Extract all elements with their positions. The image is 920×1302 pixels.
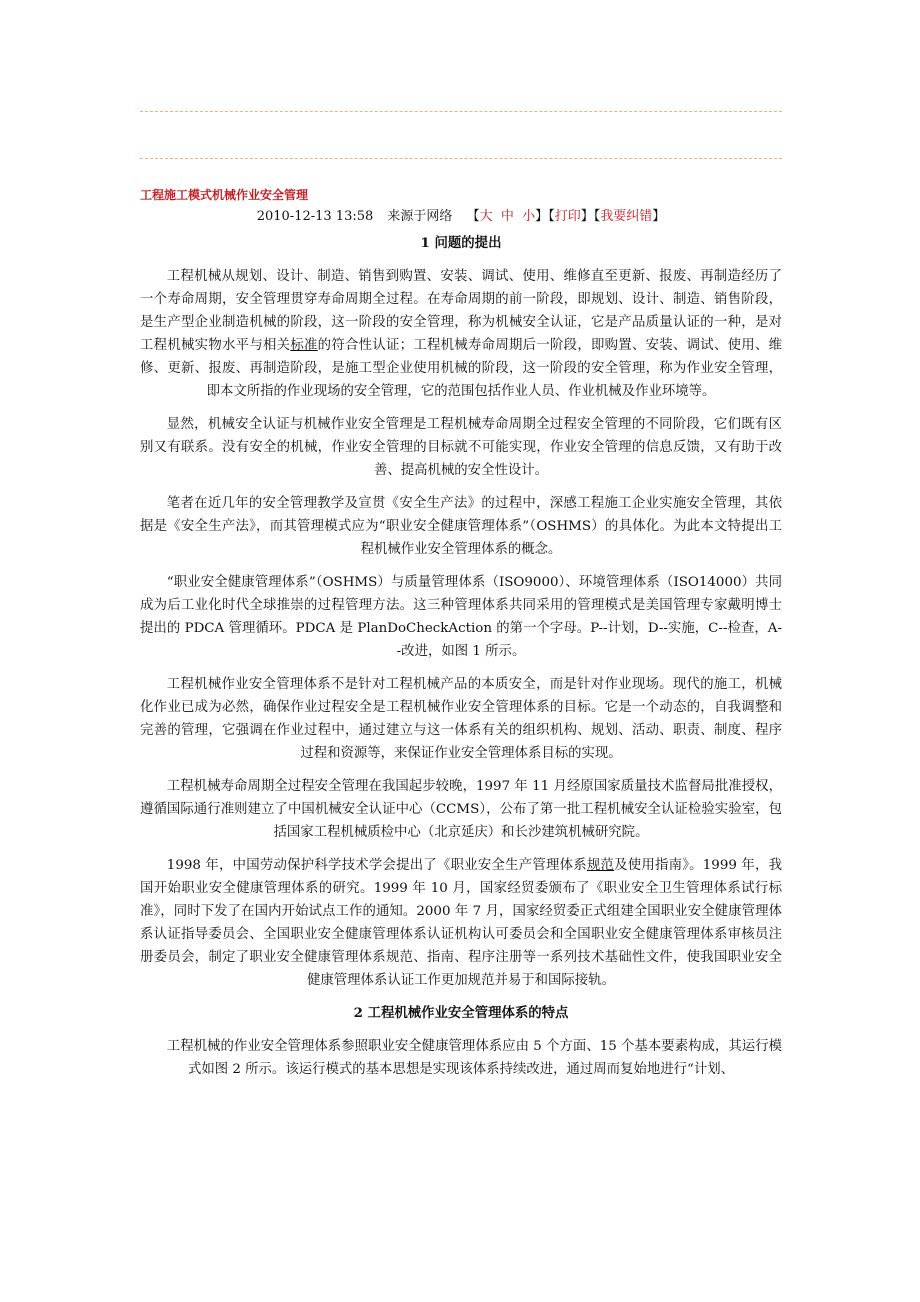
paragraph-4: “职业安全健康管理体系”（OSHMS）与质量管理体系（ISO9000）、环境管理体系（ISO14000）共同成为后工业化时代全球推崇的过程管理方法。这三种管理体系共同采用的管理模式是美国管理专家戴明博士提出的 PDCA 管理循环。PDCA 是 PlanDoCheckAction 的第一个字母。P--计划，D--实施，C--检查，A--改进，如图 1 所示。 [140,575,782,659]
bracket-close-2: 】 [652,209,666,224]
report-error-link[interactable]: 我要纠错 [600,209,653,224]
font-medium-link[interactable]: 中 [500,209,514,224]
top-divider [140,111,782,112]
font-size-group: 【大 中 小】 [466,209,549,224]
paragraph-2: 显然，机械安全认证与机械作业安全管理是工程机械寿命周期全过程安全管理的不同阶段，它们既有区别又有联系。没有安全的机械，作业安全管理的目标就不可能实现，作业安全管理的信息反馈，又有助于改善、提高机械的安全性设计。 [140,417,782,478]
publish-date: 2010-12-13 13:58 [256,209,374,224]
paragraph-3: 笔者在近几年的安全管理教学及宣贯《安全生产法》的过程中，深感工程施工企业实施安全管理，其依据是《安全生产法》，而其管理模式应为“职业安全健康管理体系”（OSHMS）的具体化。为此本文特提出工程机械作业安全管理体系的概念。 [140,496,782,557]
bracket-open-2: 【 [593,209,601,224]
standard-link[interactable]: 标准 [290,338,318,353]
norm-link[interactable]: 规范 [586,858,615,873]
article-title: 工程施工模式机械作业安全管理 [140,188,309,202]
article-meta: 2010-12-13 13:58 来源于网络 【大 中 小】【打印】【我要纠错】 [256,209,666,224]
paragraph-7: 1998 年，中国劳动保护科学技术学会提出了《职业安全生产管理体系规范及使用指南》。1999 年，我国开始职业安全健康管理体系的研究。1999 年 10 月，国家经贸委颁布了《职业安全卫生管理体系试行标准》，同时下发了在国内开始试点工作的通知。2000 年 7 月，国家经贸委正式组建全国职业安全健康管理体系认证指导委员会、全国职业安全健康管理体系认证机构认可委员会和全国职业安全健康管理体系审核员注册委员会，制定了职业安全健康管理体系规范、指南、程序注册等一系列技术基础性文件，使我国职业安全健康管理体系认证工作更加规范并易于和国际接轨。 [140,858,782,988]
article-body [140,232,782,1091]
paragraph-1: 工程机械从规划、设计、制造、销售到购置、安装、调试、使用、维修直至更新、报废、再制造经历了一个寿命周期，安全管理贯穿寿命周期全过程。在寿命周期的前一阶段，即规划、设计、制造、销售阶段，是生产型企业制造机械的阶段，这一阶段的安全管理，称为机械安全认证，它是产品质量认证的一种，是对工程机械实物水平与相关标准的符合性认证；工程机械寿命周期后一阶段，即购置、安装、调试、使用、维修、更新、报废、再制造阶段，是施工型企业使用机械的阶段，这一阶段的安全管理，称为作业安全管理，即本文所指的作业现场的安全管理，它的范围包括作业人员、作业机械及作业环境等。 [140,269,783,399]
font-large-link[interactable]: 大 [479,209,493,224]
title-divider [140,158,782,159]
source-label: 来源于网络 [387,209,453,224]
section-2-heading: 2 工程机械作业安全管理体系的特点 [353,1005,569,1021]
print-link[interactable]: 打印 [554,209,581,224]
paragraph-6: 工程机械寿命周期全过程安全管理在我国起步较晚，1997 年 11 月经原国家质量技术监督局批准授权，遵循国际通行准则建立了中国机械安全认证中心（CCMS），公布了第一批工程机械安全认证检验实验室，包括国家工程机械质检中心（北京延庆）和长沙建筑机械研究院。 [140,779,782,840]
section-1-heading: 1 问题的提出 [420,235,502,251]
paragraph-8: 工程机械的作业安全管理体系参照职业安全健康管理体系应由 5 个方面、15 个基本要素构成，其运行模式如图 2 所示。该运行模式的基本思想是实现该体系持续改进，通过周而复始地进行“计划、 [166,1039,782,1077]
font-small-link[interactable]: 小 [522,209,536,224]
paragraph-5: 工程机械作业安全管理体系不是针对工程机械产品的本质安全，而是针对作业现场。现代的施工，机械化作业已成为必然，确保作业过程安全是工程机械作业安全管理体系的目标。它是一个动态的，自我调整和完善的管理，它强调在作业过程中，通过建立与这一体系有关的组织机构、规划、活动、职责、制度、程序过程和资源等，来保证作业安全管理体系目标的实现。 [140,677,782,761]
